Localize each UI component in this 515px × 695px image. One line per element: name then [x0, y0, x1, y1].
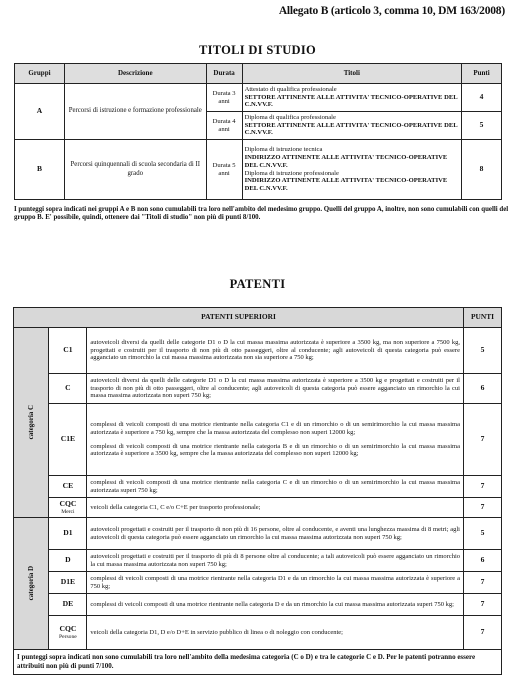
license-points: 7 — [464, 572, 502, 594]
table-row — [14, 374, 502, 404]
table-header-row — [15, 64, 502, 84]
table-row — [14, 404, 502, 476]
license-description: complessi di veicoli composti di una motrice rientrante nella categoria D e da un rimorchio la cui massa massima autorizzata superi 750 kg; — [87, 594, 464, 616]
table-row — [14, 594, 502, 616]
titolo-settore: SETTORE ATTINENTE ALLE ATTIVITA' TECNICO-OPERATIVE DEL C.N.VV.F. — [244, 121, 458, 137]
license-description: autoveicoli diversi da quelli delle categorie D1 o D la cui massa massima autorizzata è superiore a 3500 kg e progettati e costruiti per il trasporto di non più di otto passeggeri, oltre al conducente; agli autoveicoli di questa categoria può essere agganciato un rimorchio la cui massa massima autorizzata non superi 750 kg; — [87, 374, 464, 404]
punti-cell: 4 — [462, 84, 502, 112]
titolo-cell — [242, 84, 461, 112]
col-header-descrizione: Descrizione — [64, 64, 206, 84]
table-row — [14, 498, 502, 518]
patenti-note: I punteggi sopra indicati non sono cumulabili tra loro nell'ambito della medesima categoria (C o D) e tra le categorie C e D. Per le patenti potranno essere attribuiti non più di punti 7/100. — [14, 650, 502, 675]
table-row — [14, 476, 502, 498]
col-header-titoli: Titoli — [242, 64, 461, 84]
license-points: 6 — [464, 374, 502, 404]
table-row — [14, 518, 502, 550]
titolo-indirizzo: INDIRIZZO ATTINENTE ALLE ATTIVITA' TECNICO-OPERATIVE DEL C.N.VV.F. — [244, 177, 448, 193]
license-points: 7 — [464, 594, 502, 616]
punti-cell: 5 — [462, 112, 502, 140]
col-header-punti: Punti — [462, 64, 502, 84]
license-code — [49, 616, 87, 650]
license-code: C1E — [49, 404, 87, 476]
license-description: autoveicoli diversi da quelli delle categorie D1 o D la cui massa massima autorizzata è superiore a 3500 kg, ma non superiore a 7500 kg, progettati e costruiti per il trasporto di non più di otto passeggeri, oltre al conducente; agli autoveicoli di questa categoria può essere agganciato un rimorchio la cui massa massima autorizzata non sia superiore a 750 kg; — [87, 328, 464, 374]
license-code: D1E — [49, 572, 87, 594]
license-code-main: CQC — [59, 623, 77, 633]
license-points: 7 — [464, 616, 502, 650]
license-code: CE — [49, 476, 87, 498]
table-row — [14, 616, 502, 650]
license-description — [87, 404, 464, 476]
titolo-indirizzo: INDIRIZZO ATTINENTE ALLE ATTIVITA' TECNICO-OPERATIVE DEL C.N.VV.F. — [244, 153, 448, 169]
patenti-table — [13, 307, 502, 675]
studio-note: I punteggi sopra indicati nei gruppi A e B non sono cumulabili tra loro nell'ambito del medesimo gruppo. Quelli del gruppo A, inoltre, non sono cumulabili con quelli del gruppo B. E' possibile, quindi, ottenere dai "Titoli di studio" non più di punti 8/100. — [14, 206, 509, 222]
license-points: 7 — [464, 404, 502, 476]
col-header-punti: PUNTI — [464, 308, 502, 328]
durata-cell: Durata 4 anni — [206, 112, 242, 140]
license-description: veicoli della categoria D1, D e/o D+E in servizio pubblico di linea o di noleggio con conducente; — [87, 616, 464, 650]
section-title-patenti: PATENTI — [229, 277, 286, 291]
table-header-row — [14, 308, 502, 328]
category-c-text: categoria C — [27, 405, 36, 440]
license-points: 5 — [464, 518, 502, 550]
license-code: C — [49, 374, 87, 404]
table-row — [14, 328, 502, 374]
table-row — [14, 550, 502, 572]
studio-table — [14, 63, 502, 200]
durata-cell: Durata 5 anni — [206, 140, 242, 200]
license-points: 5 — [464, 328, 502, 374]
table-row — [15, 84, 502, 112]
titolo-label: Diploma di istruzione professionale — [244, 169, 339, 177]
license-code: DE — [49, 594, 87, 616]
category-c-label — [14, 328, 49, 518]
col-header-gruppi: Gruppi — [15, 64, 65, 84]
table-row — [15, 140, 502, 200]
category-d-label — [14, 518, 49, 650]
col-header-durata: Durata — [206, 64, 242, 84]
col-header-patenti-superiori: PATENTI SUPERIORI — [14, 308, 464, 328]
license-description: autoveicoli progettati e costruiti per il trasporto di non più di 16 persone, oltre al conducente, e aventi una lunghezza massima di 8 metri; agli autoveicoli di questa categoria può essere agganciato un rimorchio la cui massa massima autorizzata non superi 750 kg; — [87, 518, 464, 550]
titolo-cell — [242, 112, 461, 140]
license-description: complessi di veicoli composti di una motrice rientrante nella categoria D1 e da un rimorchio la cui massa massima autorizzata è superiore a 750 kg; — [87, 572, 464, 594]
license-code: D — [49, 550, 87, 572]
document-header: Allegato B (articolo 3, comma 10, DM 163/2008) — [278, 5, 505, 17]
license-code-sub: Persone — [59, 633, 77, 640]
license-code-sub: Merci — [61, 508, 75, 515]
titolo-label: Diploma di qualifica professionale — [244, 113, 336, 121]
titolo-settore: SETTORE ATTINENTE ALLE ATTIVITA' TECNICO-OPERATIVE DEL C.N.VV.F. — [244, 93, 458, 109]
license-description-part1: complessi di veicoli composti di una motrice rientrante nella categoria C1 e di un rimorchio o di un semirimorchio la cui massa massima autorizzata è superiore a 750 kg, sempre che la massa autorizzata del complesso non superi 12000 kg; — [90, 421, 460, 436]
gruppo-cell: A — [15, 84, 65, 140]
titolo-label: Diploma di istruzione tecnica — [244, 146, 323, 154]
table-row — [14, 572, 502, 594]
category-d-text: categoria D — [27, 566, 36, 601]
license-points: 7 — [464, 476, 502, 498]
license-code: D1 — [49, 518, 87, 550]
table-footer-row — [14, 650, 502, 675]
titolo-label: Attestato di qualifica professionale — [244, 85, 337, 93]
license-code — [49, 498, 87, 518]
license-description: complessi di veicoli composti di una motrice rientrante nella categoria C e di un rimorchio o di un semirimorchio la cui massa massima autorizzata superi 750 kg; — [87, 476, 464, 498]
durata-cell: Durata 3 anni — [206, 84, 242, 112]
license-points: 6 — [464, 550, 502, 572]
gruppo-cell: B — [15, 140, 65, 200]
section-title-studio: TITOLI DI STUDIO — [198, 43, 317, 57]
titolo-cell — [242, 140, 461, 200]
license-description: autoveicoli progettati e costruiti per il trasporto di più di 8 persone oltre al conducente; a tali autoveicoli può essere agganciato un rimorchio la cui massa massima autorizzata non superi 750 kg; — [87, 550, 464, 572]
descrizione-cell: Percorsi quinquennali di scuola secondaria di II grado — [64, 140, 206, 200]
license-description-part2: complessi di veicoli composti di una motrice rientrante nella categoria B e di un rimorchio o di un semirimorchio la cui massa massima autorizzata è superiore a 3500 kg, sempre che la massa autorizzata del complesso non superi 12000 kg; — [90, 442, 460, 458]
license-points: 7 — [464, 498, 502, 518]
license-code-main: CQC — [59, 498, 77, 508]
license-code: C1 — [49, 328, 87, 374]
punti-cell: 8 — [462, 140, 502, 200]
descrizione-cell: Percorsi di istruzione e formazione professionale — [64, 84, 206, 140]
license-description: veicoli della categoria C1, C e/o C+E per trasporto professionale; — [87, 498, 464, 518]
